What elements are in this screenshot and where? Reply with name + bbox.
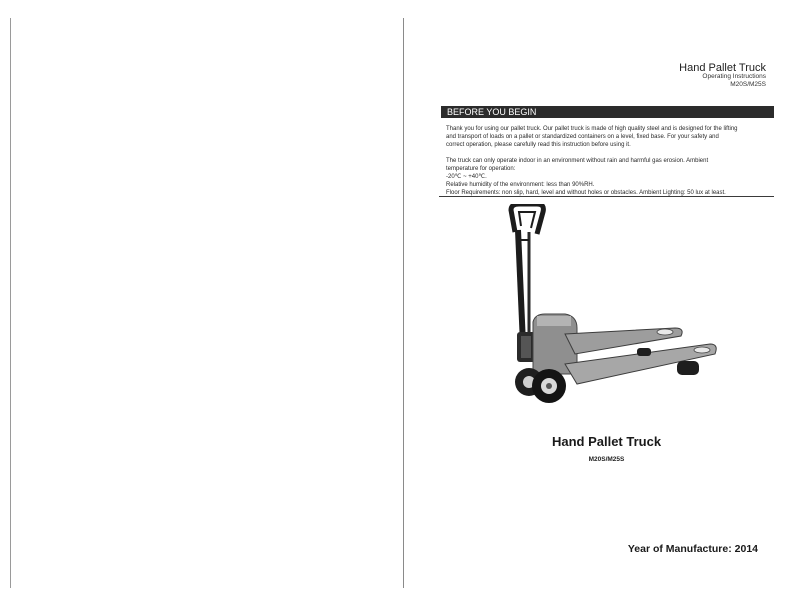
header-model: M20S/M25S <box>730 81 766 88</box>
left-margin-rule <box>10 18 11 588</box>
pallet-truck-illustration <box>505 204 720 409</box>
intro-text <box>446 125 771 198</box>
center-fold-rule <box>403 18 404 588</box>
header-title: Hand Pallet Truck <box>679 62 766 74</box>
cover-model: M20S/M25S <box>588 456 625 463</box>
text-line: correct operation, please carefully read this instruction before using it. <box>446 142 631 149</box>
intro-paragraph-2 <box>446 157 771 198</box>
text-line: and transport of loads on a pallet or standardized containers on a level, fixed base. For your safety and <box>446 134 719 141</box>
text-line: temperature for operation: <box>446 165 516 172</box>
cover-title: Hand Pallet Truck <box>551 434 662 449</box>
text-line: Thank you for using our pallet truck. Our pallet truck is made of high quality steel and is designed for the lifting <box>446 126 738 132</box>
year-of-manufacture: Year of Manufacture: 2014 <box>627 543 758 555</box>
intro-paragraph-1 <box>446 125 771 150</box>
text-line: Relative humidity of the environment: less than 90%RH. <box>446 182 595 189</box>
section-heading: BEFORE YOU BEGIN <box>441 106 774 118</box>
text-line: Floor Requirements: non slip, hard, level and without holes or obstacles. Ambient Lighting: 50 lux at least. <box>446 190 726 197</box>
text-line: -20℃ ~ +40℃. <box>446 174 487 181</box>
text-line: The truck can only operate indoor in an environment without rain and harmful gas erosion. Ambient <box>446 157 709 164</box>
header-subtitle: Operating Instructions <box>702 73 766 80</box>
section-divider <box>439 196 774 197</box>
right-page <box>405 0 808 606</box>
